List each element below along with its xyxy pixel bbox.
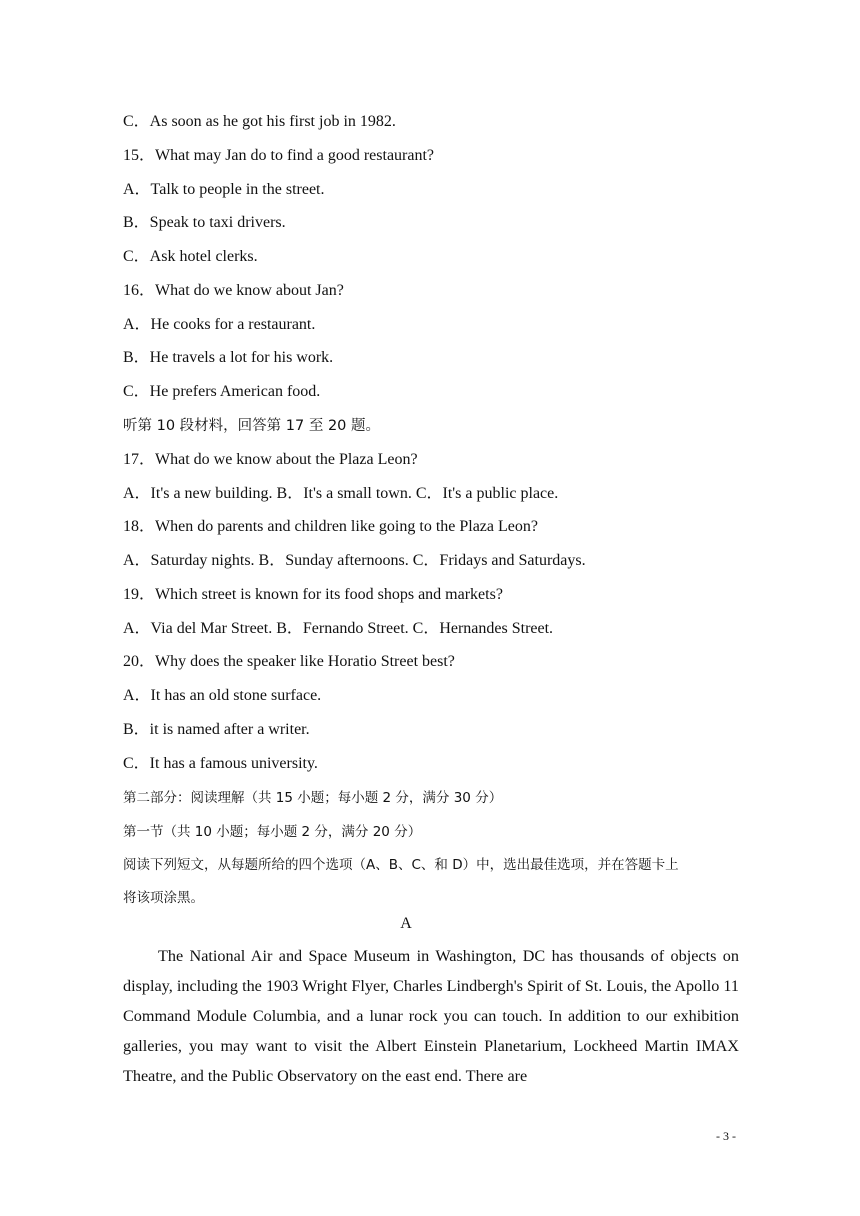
option-20a: A．It has an old stone surface. [123,687,322,704]
options-18: A．Saturday nights. B．Sunday afternoons. C．Fridays and Saturdays. [123,552,586,569]
reading-instruction-line1: 阅读下列短文，从每题所给的四个选项（A、B、C、和 D）中，选出最佳选项，并在答题卡上 [123,857,679,873]
passage-heading: A [400,915,412,932]
section-one-heading: 第一节（共 10 小题；每小题 2 分，满分 20 分） [123,824,422,840]
part-two-heading: 第二部分：阅读理解（共 15 小题；每小题 2 分，满分 30 分） [123,790,503,806]
question-20: 20．Why does the speaker like Horatio Street best? [123,653,455,670]
option-16b: B．He travels a lot for his work. [123,349,334,366]
option-16a: A．He cooks for a restaurant. [123,316,316,333]
page-number: - 3 - [716,1129,736,1143]
option-20b: B．it is named after a writer. [123,721,310,738]
question-18: 18．When do parents and children like going to the Plaza Leon? [123,518,538,535]
question-17: 17．What do we know about the Plaza Leon? [123,451,418,468]
reading-instruction-line2: 将该项涂黑。 [123,890,204,906]
question-15: 15．What may Jan do to find a good restaurant? [123,147,435,164]
option-15c: C．Ask hotel clerks. [123,248,258,265]
option-16c: C．He prefers American food. [123,383,321,400]
option-20c: C．It has a famous university. [123,755,318,772]
options-17: A．It's a new building. B．It's a small town. C．It's a public place. [123,485,559,502]
option-15b: B．Speak to taxi drivers. [123,214,286,231]
option-14c: C．As soon as he got his first job in 1982. [123,113,396,130]
option-15a: A．Talk to people in the street. [123,181,325,198]
question-19: 19．Which street is known for its food shops and markets? [123,586,503,603]
listening-instruction: 听第 10 段材料，回答第 17 至 20 题。 [123,418,381,434]
options-19: A．Via del Mar Street. B．Fernando Street. C．Hernandes Street. [123,620,554,637]
question-16: 16．What do we know about Jan? [123,282,344,299]
passage-text: The National Air and Space Museum in Washington, DC has thousands of objects on display, including the 1903 Wright Flyer, Charles Lindbergh's Spirit of St. Louis, the Apollo 11 Command Module Columbia, and a lunar rock you can touch. In addition to our exhibition galleries, you may want to visit the Albert Einstein Planetarium, Lockheed Martin IMAX Theatre, and the Public Observatory on the east end. There are [123,947,739,1085]
